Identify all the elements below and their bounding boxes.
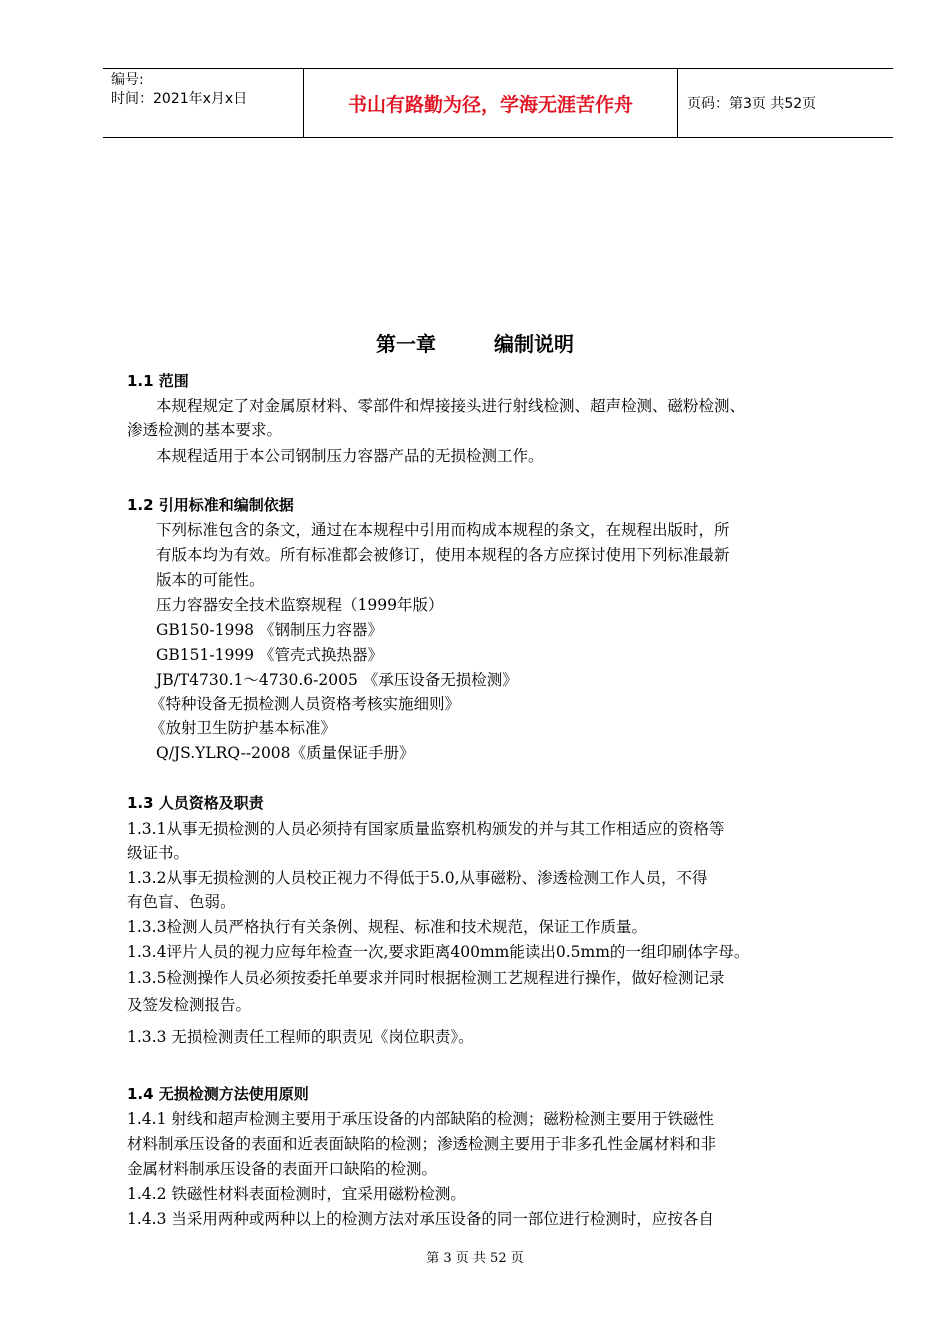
body-line: 1.4.2 铁磁性材料表面检测时，宜采用磁粉检测。 [127, 1185, 466, 1203]
body-line: GB150-1998 《钢制压力容器》 [156, 621, 383, 639]
body-line: 1.3.1从事无损检测的人员必须持有国家质量监察机构颁发的并与其工作相适应的资格等 [127, 820, 725, 838]
body-line: 金属材料制承压设备的表面开口缺陷的检测。 [127, 1160, 438, 1178]
body-line: 1.3.3检测人员严格执行有关条例、规程、标准和技术规范，保证工作质量。 [127, 918, 647, 936]
body-line: 本规程适用于本公司钢制压力容器产品的无损检测工作。 [156, 447, 544, 465]
chapter-title [0, 328, 950, 357]
body-line: 及签发检测报告。 [127, 996, 252, 1014]
body-line: 有版本均为有效。所有标准都会被修订，使用本规程的各方应探讨使用下列标准最新 [156, 546, 730, 564]
body-line: 材料制承压设备的表面和近表面缺陷的检测；渗透检测主要用于非多孔性金属材料和非 [127, 1135, 717, 1153]
section-heading-1-1: 1.1 范围 [127, 372, 189, 390]
body-line: 有色盲、色弱。 [127, 893, 236, 911]
body-line: 压力容器安全技术监察规程（1999年版） [156, 596, 444, 614]
page-header [103, 68, 893, 138]
body-line: Q/JS.YLRQ--2008《质量保证手册》 [156, 744, 415, 762]
header-meta [103, 69, 303, 137]
body-line: 1.4.1 射线和超声检测主要用于承压设备的内部缺陷的检测；磁粉检测主要用于铁磁性 [127, 1110, 714, 1128]
header-motto: 书山有路勤为径，学海无涯苦作舟 [303, 69, 678, 137]
body-line: 级证书。 [127, 844, 190, 862]
section-heading-1-3: 1.3 人员资格及职责 [127, 794, 264, 812]
body-line: 版本的可能性。 [156, 571, 265, 589]
chapter-number: 第一章 [376, 332, 436, 356]
code-label: 编号: [111, 72, 144, 88]
body-line: 1.3.2从事无损检测的人员校正视力不得低于5.0,从事磁粉、渗透检测工作人员，不得 [127, 869, 708, 887]
body-line: 1.3.3 无损检测责任工程师的职责见《岗位职责》。 [127, 1028, 474, 1046]
body-line: 1.3.5检测操作人员必须按委托单要求并同时根据检测工艺规程进行操作，做好检测记录 [127, 969, 725, 987]
body-line: 1.4.3 当采用两种或两种以上的检测方法对承压设备的同一部位进行检测时，应按各自 [127, 1210, 714, 1228]
body-line: 下列标准包含的条文，通过在本规程中引用而构成本规程的条文，在规程出版时，所 [156, 521, 730, 539]
page-footer: 第 3 页 共 52 页 [426, 1251, 524, 1266]
body-line: 1.3.4评片人员的视力应每年检查一次,要求距离400mm能读出0.5mm的一组印刷体字母。 [127, 943, 750, 961]
section-heading-1-4: 1.4 无损检测方法使用原则 [127, 1085, 309, 1103]
chapter-name: 编制说明 [494, 332, 574, 356]
body-line: 《放射卫生防护基本标准》 [150, 719, 337, 737]
body-line: 渗透检测的基本要求。 [127, 421, 283, 439]
body-line: 本规程规定了对金属原材料、零部件和焊接接头进行射线检测、超声检测、磁粉检测、 [156, 397, 746, 415]
body-line: JB/T4730.1～4730.6-2005 《承压设备无损检测》 [156, 671, 518, 689]
body-line: GB151-1999 《管壳式换热器》 [156, 646, 383, 664]
header-page-label: 页码：第3页 共52页 [687, 96, 817, 112]
body-line: 《特种设备无损检测人员资格考核实施细则》 [150, 695, 461, 713]
section-heading-1-2: 1.2 引用标准和编制依据 [127, 496, 294, 514]
time-label: 时间：2021年x月x日 [111, 91, 248, 107]
